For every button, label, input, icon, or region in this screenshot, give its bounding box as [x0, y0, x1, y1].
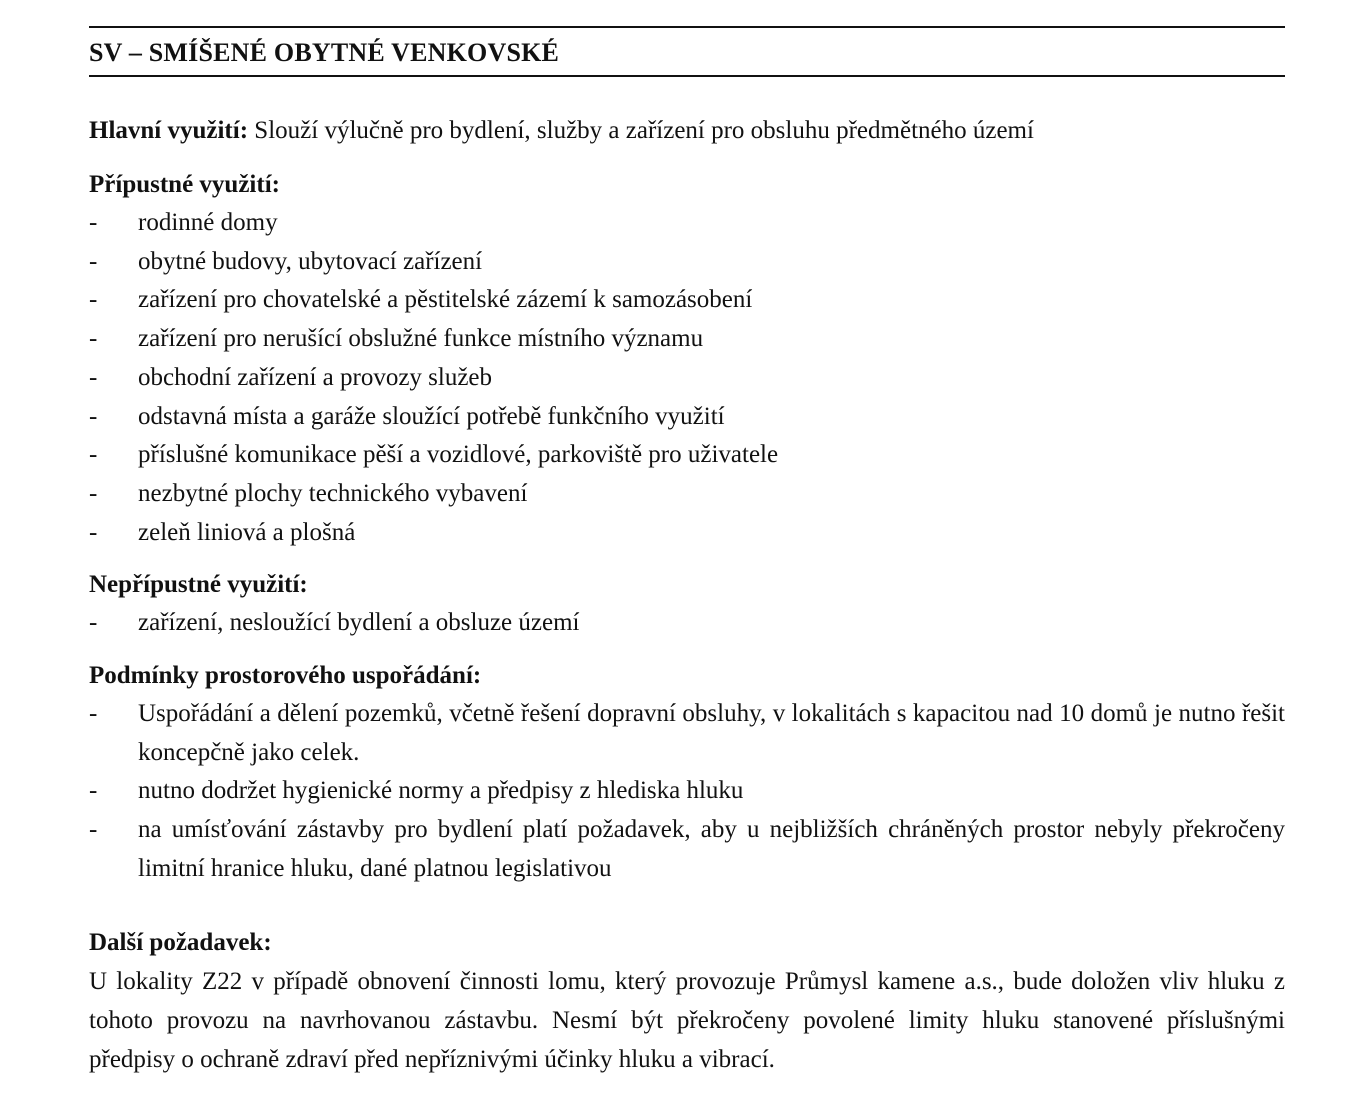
list-item: - na umísťování zástavby pro bydlení platí požadavek, aby u nejbližších chráněných prostor nebyly překročeny limitní hranice hluku, dané platnou legislativou — [89, 811, 1285, 888]
dash-icon: - — [89, 209, 98, 236]
dash-icon: - — [89, 479, 98, 507]
main-use-text: Slouží výlučně pro bydlení, služby a zařízení pro obsluhu předmětného území — [248, 117, 1034, 144]
list-item: - zařízení pro nerušící obslužné funkce místního významu — [89, 320, 1285, 359]
list-item: - obytné budovy, ubytovací zařízení — [89, 243, 1285, 282]
page-title: SV – SMÍŠENÉ OBYTNÉ VENKOVSKÉ — [89, 37, 560, 67]
further-requirement-heading: Další požadavek: — [89, 929, 272, 956]
dash-icon: - — [89, 363, 98, 391]
dash-icon: - — [89, 609, 98, 636]
spatial-conditions-section — [89, 657, 1285, 889]
section-title-bar — [89, 26, 1285, 77]
list-item: - nezbytné plochy technického vybavení — [89, 475, 1285, 514]
permitted-use-heading: Přípustné využití: — [89, 171, 280, 198]
list-item: - Uspořádání a dělení pozemků, včetně řešení dopravní obsluhy, v lokalitách s kapacitou nad 10 domů je nutno řešit koncepčně jako celek. — [89, 695, 1285, 772]
dash-icon: - — [89, 816, 98, 844]
dash-icon: - — [89, 286, 98, 314]
document-page — [89, 26, 1285, 1073]
list-item: - příslušné komunikace pěší a vozidlové, parkoviště pro uživatele — [89, 436, 1285, 475]
main-use-paragraph — [89, 112, 1285, 151]
list-item: - obchodní zařízení a provozy služeb — [89, 359, 1285, 398]
dash-icon: - — [89, 700, 98, 727]
dash-icon: - — [89, 325, 98, 353]
further-requirement-text: U lokality Z22 v případě obnovení činnosti lomu, který provozuje Průmysl kamene a.s., bude doložen vliv hluku z tohoto provozu na navrhovanou zástavbu. Nesmí být překročeny povolené limity hluku stanovené příslušnými předpisy o ochraně zdraví před nepříznivými účinky hluku a vibrací. — [89, 968, 1285, 1073]
permitted-use-section — [89, 166, 1285, 552]
dash-icon: - — [89, 441, 98, 469]
dash-icon: - — [89, 777, 98, 805]
forbidden-use-list — [89, 604, 1285, 643]
main-use-label: Hlavní využití: — [89, 117, 249, 144]
list-item: - zařízení pro chovatelské a pěstitelské zázemí k samozásobení — [89, 281, 1285, 320]
dash-icon: - — [89, 518, 98, 546]
list-item: - rodinné domy — [89, 204, 1285, 243]
permitted-use-list — [89, 204, 1285, 552]
further-requirement-section — [89, 924, 1285, 1079]
list-item: - zeleň liniová a plošná — [89, 514, 1285, 553]
list-item: - nutno dodržet hygienické normy a předpisy z hlediska hluku — [89, 772, 1285, 811]
forbidden-use-section — [89, 566, 1285, 643]
forbidden-use-heading: Nepřípustné využití: — [89, 571, 308, 598]
spatial-conditions-heading: Podmínky prostorového uspořádání: — [89, 662, 482, 689]
spatial-conditions-list — [89, 695, 1285, 889]
list-item: - odstavná místa a garáže sloužící potřebě funkčního využití — [89, 398, 1285, 437]
dash-icon: - — [89, 247, 98, 275]
list-item: - zařízení, nesloužící bydlení a obsluze území — [89, 604, 1285, 643]
dash-icon: - — [89, 402, 98, 430]
